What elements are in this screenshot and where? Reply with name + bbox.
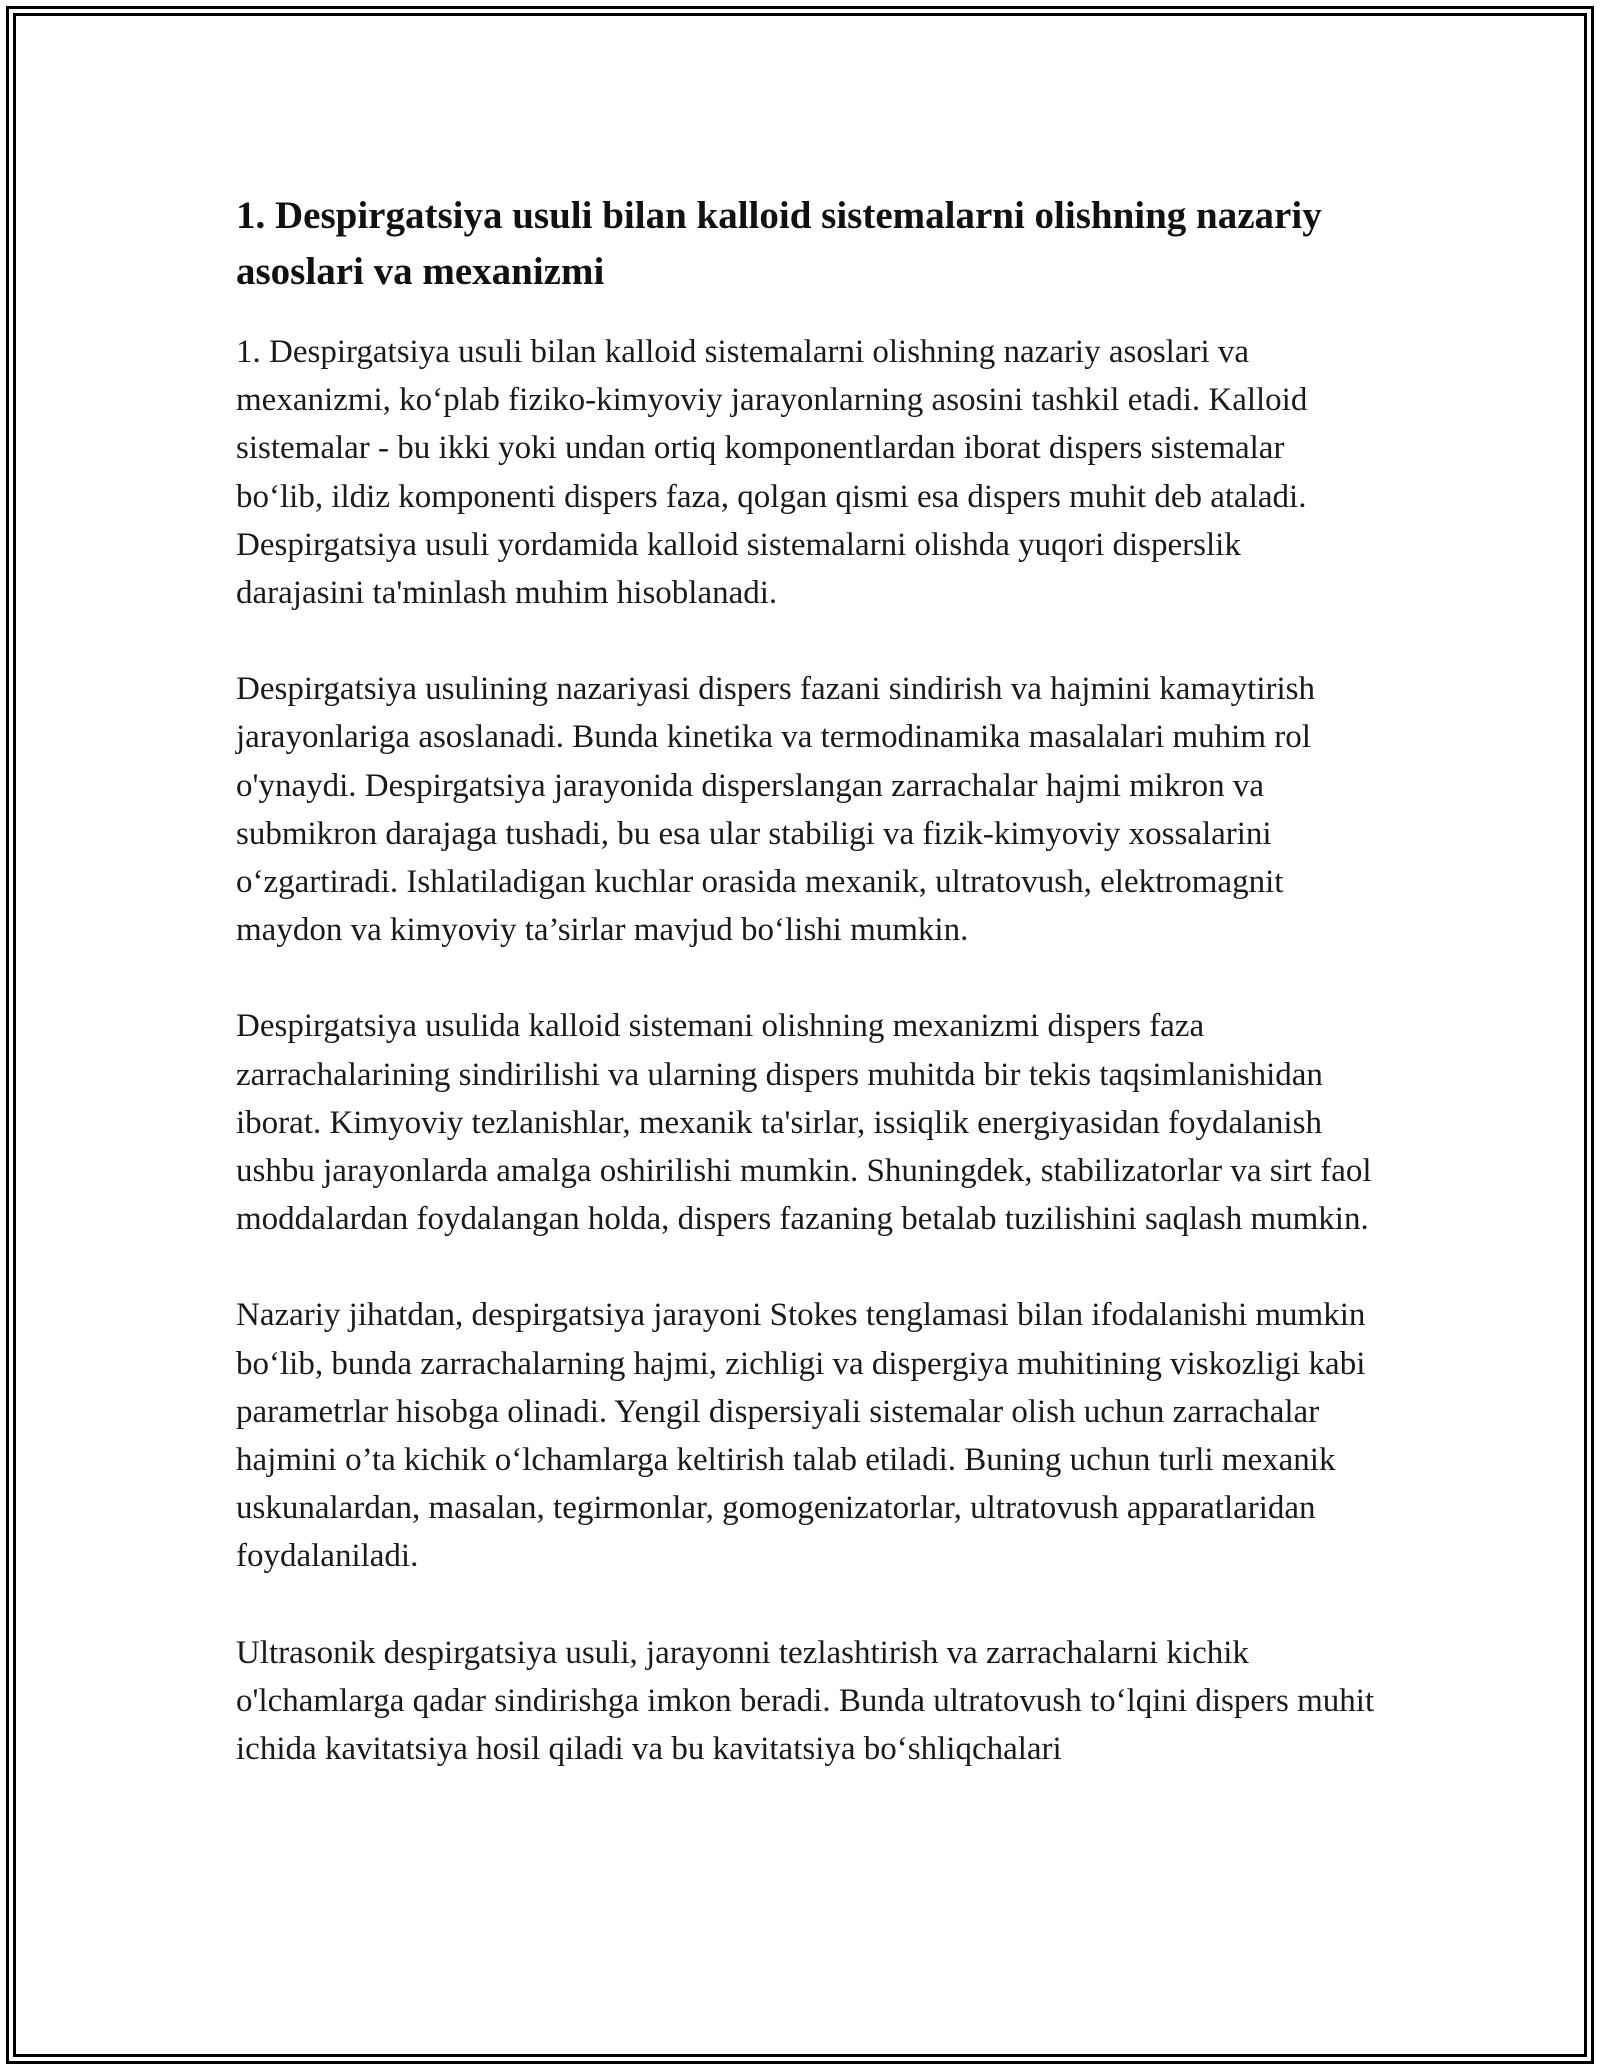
paragraph-5: Ultrasonik despirgatsiya usuli, jarayonni tezlashtirish va zarrachalarni kichik o'lchamlarga qadar sindirishga imkon beradi. Bunda ultratovush to‘lqini dispers muhit ichida kavitatsiya hosil qiladi va bu kavitatsiya bo‘shliqchalari — [236, 1634, 1375, 1768]
paragraph-4: Nazariy jihatdan, despirgatsiya jarayoni Stokes tenglamasi bilan ifodalanishi mumkin bo‘lib, bunda zarrachalarning hajmi, zichligi va dispergiya muhitining viskozligi kabi parametrlar hisobga olinadi. Yengil dispersiyali sistemalar olish uchun zarrachalar hajmini o’ta kichik o‘lchamlarga keltirish talab etiladi. Buning uchun turli mexanik uskunalardan, masalan, tegirmonlar, gomogenizatorlar, ultratovush apparatlaridan foydalaniladi. — [236, 1297, 1366, 1575]
paragraph-3: Despirgatsiya usulida kalloid sistemani olishning mexanizmi dispers faza zarrachalarining sindirilishi va ularning dispers muhitda bir tekis taqsimlanishidan iborat. Kimyoviy tezlanishlar, mexanik ta'sirlar, issiqlik energiyasidan foydalanish ushbu jarayonlarda amalga oshirilishi mumkin. Shuningdek, stabilizatorlar va sirt faol moddalardan foydalangan holda, dispers fazaning betalab tuzilishini saqlash mumkin. — [236, 1008, 1372, 1238]
section-heading: 1. Despirgatsiya usuli bilan kalloid sistemalarni olishning nazariy asoslari va mexanizmi — [236, 194, 1322, 293]
paragraph-2: Despirgatsiya usulining nazariyasi dispers fazani sindirish va hajmini kamaytirish jarayonlariga asoslanadi. Bunda kinetika va termodinamika masalalari muhim rol o'ynaydi. Despirgatsiya jarayonida disperslangan zarrachalar hajmi mikron va submikron darajaga tushadi, bu esa ular stabiligi va fizik-kimyoviy xossalarini o‘zgartiradi. Ishlatiladigan kuchlar orasida mexanik, ultratovush, elektromagnit maydon va kimyoviy ta’sirlar mavjud bo‘lishi mumkin. — [236, 671, 1315, 949]
paragraph-1: 1. Despirgatsiya usuli bilan kalloid sistemalarni olishning nazariy asoslari va mexanizmi, ko‘plab fiziko-kimyoviy jarayonlarning asosini tashkil etadi. Kalloid sistemalar - bu ikki yoki undan ortiq komponentlardan iborat dispers sistemalar bo‘lib, ildiz komponenti dispers faza, qolgan qismi esa dispers muhit deb ataladi. Despirgatsiya usuli yordamida kalloid sistemalarni olishda yuqori disperslik darajasini ta'minlash muhim hisoblanadi. — [236, 334, 1308, 612]
document-body — [236, 188, 1376, 1821]
